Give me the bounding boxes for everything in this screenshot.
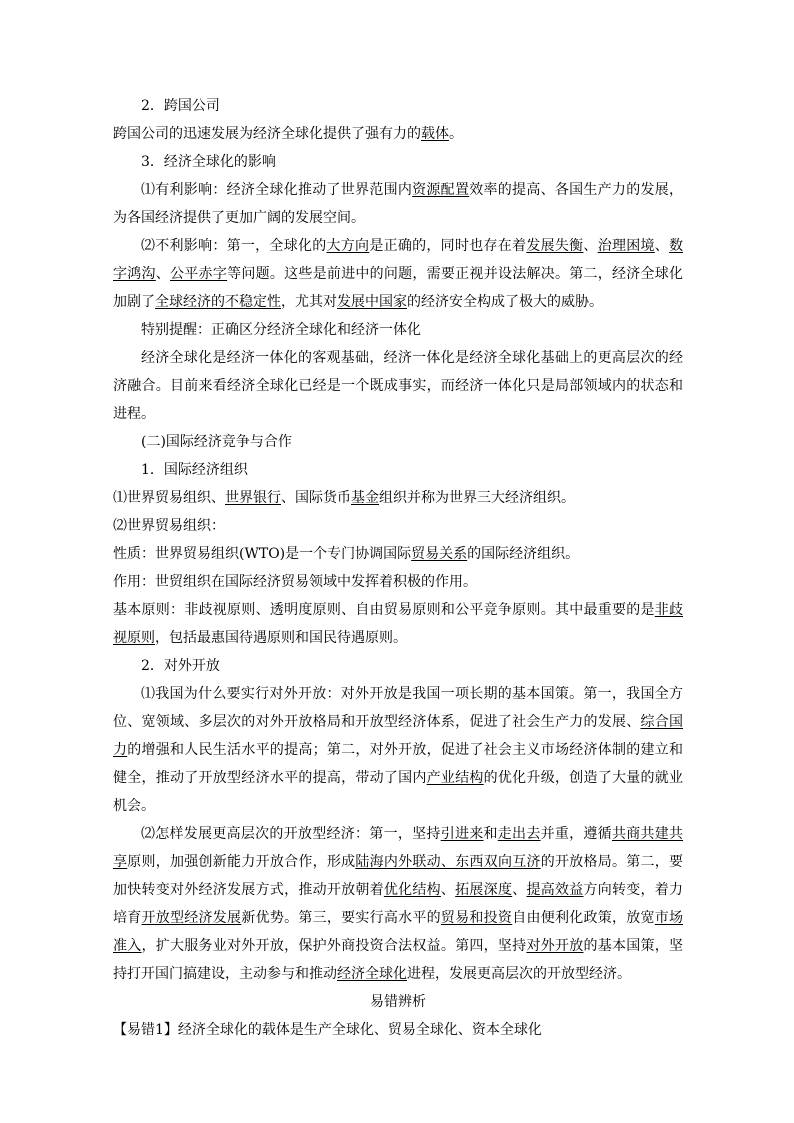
underlined-keyword: 基金 xyxy=(351,490,379,506)
underlined-keyword: 市场准入 xyxy=(113,910,684,954)
paragraph xyxy=(113,176,683,232)
underlined-keyword: 发展失衡 xyxy=(526,238,584,254)
text-run: ⑵怎样发展更高层次的开放型经济：第一，坚持 xyxy=(141,826,441,842)
paragraph xyxy=(113,568,683,596)
underlined-keyword: 产业结构 xyxy=(426,770,484,786)
text-run: 新优势。第三，要实行高水平的 xyxy=(241,910,441,926)
underlined-keyword: 全球经济的不稳定性 xyxy=(155,294,281,310)
underlined-keyword: 载体 xyxy=(421,126,449,142)
text-run: 和 xyxy=(483,826,498,842)
underlined-keyword: 拓展深度 xyxy=(455,882,513,898)
text-run: 。 xyxy=(449,126,463,142)
text-run: 基本原则：非歧视原则、透明度原则、自由贸易原则和公平竞争原则。其中最重要的是 xyxy=(113,602,655,618)
text-run: (二)国际经济竞争与合作 xyxy=(141,434,292,450)
paragraph xyxy=(113,92,683,120)
paragraph xyxy=(113,512,683,540)
paragraph xyxy=(113,232,683,316)
underlined-keyword: 对外开放 xyxy=(526,938,584,954)
underlined-keyword: 经济全球化 xyxy=(337,966,407,982)
paragraph xyxy=(113,456,683,484)
text-run: 组织并称为世界三大经济组织。 xyxy=(379,490,575,506)
underlined-keyword: 大方向 xyxy=(326,238,370,254)
section-heading xyxy=(113,988,683,1016)
text-run: 2．跨国公司 xyxy=(141,98,220,114)
underlined-keyword: 共商共建共享 xyxy=(113,826,684,870)
underlined-keyword: 开放型经济发展 xyxy=(141,910,242,926)
underlined-keyword: 数字鸿沟 xyxy=(113,238,684,282)
text-run: 易错辨析 xyxy=(370,994,426,1010)
text-run: 3．经济全球化的影响 xyxy=(141,154,276,170)
text-run: 方向转变，着力培育 xyxy=(113,882,684,926)
text-run: ⑴有利影响：经济全球化推动了世界范围内 xyxy=(141,182,413,198)
text-run: 自由便利化政策，放宽 xyxy=(512,910,655,926)
paragraph xyxy=(113,652,683,680)
text-run: ⑵不利影响：第一，全球化的 xyxy=(141,238,327,254)
paragraph xyxy=(113,344,683,428)
underlined-keyword: 贸易关系 xyxy=(411,546,468,562)
underlined-keyword: 非歧视原则 xyxy=(113,602,684,646)
paragraph xyxy=(113,316,683,344)
text-run: 跨国公司的迅速发展为经济全球化提供了强有力的 xyxy=(113,126,421,142)
text-run: 的优化升级，创造了大量的就业机会。 xyxy=(113,770,684,814)
text-run: 、 xyxy=(654,238,670,254)
text-run: 等问题。这些是前进中的问题，需要正视并设法解决。第二，经济全球化加剧了 xyxy=(113,266,684,310)
text-run: 的开放格局。第二，要加快转变对外经济发展方式，推动开放朝着 xyxy=(113,854,684,898)
text-run: ⑴世界贸易组织、 xyxy=(113,490,225,506)
text-run: 、 xyxy=(583,238,598,254)
text-run: ，包括最惠国待遇原则和国民待遇原则。 xyxy=(155,630,407,646)
text-run: 、国际货币 xyxy=(281,490,351,506)
text-run: ，尤其对 xyxy=(281,294,337,310)
text-run: 并重，遵循 xyxy=(540,826,612,842)
underlined-keyword: 陆海内外联动、东西双向互济 xyxy=(355,854,541,870)
paragraph xyxy=(113,540,683,568)
paragraph xyxy=(113,1016,683,1044)
underlined-keyword: 世界银行 xyxy=(225,490,281,506)
underlined-keyword: 提高效益 xyxy=(526,882,584,898)
text-run: 作用：世贸组织在国际经济贸易领域中发挥着积极的作用。 xyxy=(113,574,477,590)
paragraph xyxy=(113,148,683,176)
underlined-keyword: 优化结构 xyxy=(383,882,441,898)
text-run: 的国际经济组织。 xyxy=(467,546,580,562)
text-run: 是正确的，同时也存在着 xyxy=(369,238,527,254)
text-run: 2．对外开放 xyxy=(141,658,220,674)
underlined-keyword: 治理困境 xyxy=(597,238,655,254)
text-run: 的增强和人民生活水平的提高；第二，对外开放，促进了社会主义市场经济体制的建立和健全，推动了开放型经济水平的提高，带动了国内 xyxy=(113,742,684,786)
text-run: 的基本国策，坚持打开国门搞建设，主动参与和推动 xyxy=(113,938,684,982)
underlined-keyword: 引进来 xyxy=(440,826,484,842)
text-run: 特别提醒：正确区分经济全球化和经济一体化 xyxy=(141,322,421,338)
text-run: 进程，发展更高层次的开放型经济。 xyxy=(407,966,631,982)
paragraph xyxy=(113,484,683,512)
text-run: 、 xyxy=(512,882,527,898)
paragraph xyxy=(113,820,683,988)
text-run: ，扩大服务业对外开放，保护外商投资合法权益。第四，坚持 xyxy=(141,938,527,954)
underlined-keyword: 贸易和投资 xyxy=(440,910,513,926)
paragraph xyxy=(113,680,683,820)
underlined-keyword: 走出去 xyxy=(497,826,541,842)
paragraph xyxy=(113,120,683,148)
text-run: 原则，加强创新能力开放合作，形成 xyxy=(127,854,356,870)
text-run: 经济全球化是经济一体化的客观基础，经济一体化是经济全球化基础上的更高层次的经济融合。目前来看经济全球化已经是一个既成事实，而经济一体化只是局部领域内的状态和进程。 xyxy=(113,350,683,422)
document-body xyxy=(113,92,683,1044)
text-run: 【易错1】经济全球化的载体是生产全球化、贸易全球化、资本全球化 xyxy=(113,1022,542,1038)
text-run: ⑵世界贸易组织： xyxy=(113,518,225,534)
text-run: 性质：世界贸易组织(WTO)是一个专门协调国际 xyxy=(113,546,412,562)
underlined-keyword: 发展中国家 xyxy=(337,294,407,310)
text-run: 效率的提高、各国生产力的发展，为各国经济提供了更加广阔的发展空间。 xyxy=(113,182,684,226)
paragraph xyxy=(113,428,683,456)
underlined-keyword: 公平赤字 xyxy=(170,266,228,282)
text-run: 、 xyxy=(440,882,456,898)
underlined-keyword: 资源配置 xyxy=(412,182,470,198)
underlined-keyword: 综合国力 xyxy=(113,714,684,758)
text-run: 、 xyxy=(155,266,171,282)
text-run: ⑴我国为什么要实行对外开放：对外开放是我国一项长期的基本国策。第一，我国全方位、宽领域、多层次的对外开放格局和开放型经济体系，促进了社会生产力的发展、 xyxy=(113,686,683,730)
text-run: 1．国际经济组织 xyxy=(141,462,248,478)
text-run: 的经济安全构成了极大的威胁。 xyxy=(407,294,603,310)
paragraph xyxy=(113,596,683,652)
